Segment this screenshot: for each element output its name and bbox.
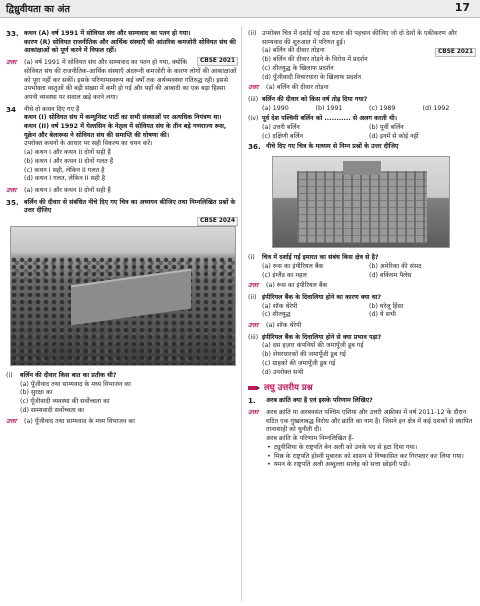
question-text: अरब क्रांति क्या है एवं इसके परिणाम लिखिए? <box>266 397 373 405</box>
question-36 <box>248 143 476 152</box>
question-35-i <box>6 372 238 416</box>
answer-text: (a) बर्लिन की दीवार तोड़ना <box>266 84 329 92</box>
option-d: (d) पूँजीवादी विचारधारा के खिलाफ प्रदर्शन <box>262 73 362 81</box>
answer-33 <box>6 59 238 103</box>
option-a: (a) शॉक थेरेपी <box>262 302 298 310</box>
short-answer-heading <box>248 383 476 393</box>
sub-number: (i) <box>248 254 255 262</box>
sub-question-text: बर्लिन की दीवार किस बात का प्रतीक थी? <box>20 372 117 380</box>
answer-text: (a) शॉक थेरेपी <box>266 322 302 330</box>
options-grid <box>262 124 476 141</box>
answer-label: उत्तर <box>248 282 259 290</box>
answer-35-i <box>6 418 238 427</box>
option-c: (c) इंग्लैंड का महल <box>262 271 307 279</box>
answer-label: उत्तर <box>248 408 259 416</box>
question-35-ii <box>248 30 476 82</box>
page-header <box>0 0 480 18</box>
sub-number: (iii) <box>248 95 259 103</box>
sub-number: (ii) <box>248 293 257 301</box>
question-intro: नीचे दो कथन दिए गए हैं <box>24 105 80 113</box>
option-c: (c) दक्षिणी बर्लिन <box>262 132 304 140</box>
question-text: बर्लिन की दीवार से संबंधित नीचे दिए गए चित्र का अध्ययन कीजिए तथा निम्नलिखित प्रश्नों के उत्तर दीजिए <box>24 198 236 215</box>
imperial-bank-photo <box>272 156 450 248</box>
answer-text: (a) रूस का इंपीरियल बैंक <box>266 282 328 290</box>
option-c: (c) 1989 <box>369 104 396 112</box>
option-a: (a) रूस का इंपीरियल बैंक <box>262 262 324 270</box>
option-a: (a) उत्तरी बर्लिन <box>262 124 300 132</box>
option-b: (b) शेयरधारकों की जमापूँजी डूब गई <box>262 351 346 359</box>
statement-1: कथन (I) सोवियत संघ में कम्युनिस्ट पार्टी का सभी संस्थाओं पर अत्यधिक नियंत्रण था। <box>24 114 222 122</box>
reason-text: कारण (R) सोवियत राजनीतिक और आर्थिक संस्थाएँ की आंतरिक कमजोरी सोवियत संघ की आकांक्षाओं को पूर्ण करने में विफल रहीं। <box>24 38 236 55</box>
statement-2: कथन (II) वर्ष 1992 में येल्तसिन के नेतृत्व में सोवियत संघ के तीन बड़े गणराज्य रूस, यूक्रेन और बेलारूस ने सोवियत संघ की समाप्ति की घोषणा की। <box>24 123 227 139</box>
option-a: (a) पूँजीवाद तथा साम्यवाद के मध्य विभाजन का <box>20 380 131 388</box>
question-34 <box>6 106 238 184</box>
assertion-text: कथन (A) वर्ष 1991 में सोवियत संघ और साम्यवाद का पतन हो गया। <box>24 30 191 37</box>
short-question-1 <box>248 397 476 406</box>
question-36-iii <box>248 334 476 378</box>
sub-number: (iii) <box>248 333 259 341</box>
option-b: (b) बर्लिन की दीवार तोड़ने के विरोध में प्रदर्शन <box>262 56 368 64</box>
answer-text: (a) वर्ष 1991 में सोवियत संघ और साम्यवाद का पतन हो गया, क्योंकि सोवियत संघ की राजनीतिक-आर्थिक संस्थाएँ अंदरूनी कमजोरी के कारण लोगों की आकांक्षाओं को पूरा नहीं कर सकीं। इसके परिणामस्वरूप कई वर्षों तक अर्थव्यवस्था गतिरुद्ध रही। इससे उपभोक्ता वस्तुओं की बड़ी संख्या में कमी हो गई और यहाँ की आबादी का एक बड़ा हिस्सा अपनी व्यवस्था पर सवाल खड़े करने लगा। <box>24 59 237 101</box>
answer-36-ii <box>248 322 476 331</box>
option-d: (d) कथन I गलत, लेकिन II सही है <box>24 175 106 183</box>
results-intro: अरब क्रांति के परिणाम निम्नलिखित हैं- <box>266 435 354 443</box>
page-number: 17 <box>454 1 470 14</box>
option-c: (c) पूँजीवादी व्यवस्था की सर्वोच्चता का <box>20 398 110 406</box>
berlin-wall-photo <box>10 226 236 366</box>
question-text: नीचे दिए गए चित्र के माध्यम से निम्न प्रश्नों के उत्तर दीजिए <box>266 143 399 151</box>
sub-question-text: उपरोक्त चित्र में दर्शाई गई उस घटना की पहचान कीजिए जो दो देशों के एकीकरण और साम्यवाद की शुरुआत में परिणत हुई। <box>262 30 457 46</box>
cbse-badge: CBSE 2024 <box>197 217 238 226</box>
cbse-badge: CBSE 2021 <box>435 48 476 57</box>
option-d: (d) उपरोक्त सभी <box>262 368 304 376</box>
sub-question-text: इंपीरियल बैंक के दिवालिया होने का कारण क्या था? <box>262 293 382 301</box>
question-number: 34 <box>6 104 17 114</box>
answer-label: उत्तर <box>248 84 259 92</box>
result-bullet: • यमन के राष्ट्रपति अली अब्दुल्ला सालेह को सत्ता छोड़नी पड़ी। <box>266 461 476 470</box>
question-number: 33. <box>6 29 19 38</box>
question-prompt: उपरोक्त कथनों के आधार पर सही विकल्प का चयन करें। <box>24 140 153 148</box>
option-a: (a) 1990 <box>262 104 289 112</box>
answer-label: उत्तर <box>6 59 17 67</box>
answer-text: (a) पूँजीवाद तथा साम्यवाद के मध्य विभाजन का <box>24 417 135 425</box>
answer-label: उत्तर <box>6 417 17 425</box>
option-d: (d) बकिंघम पैलेस <box>369 271 412 279</box>
options-grid <box>262 303 476 320</box>
options-grid <box>262 263 476 280</box>
option-b: (b) सुरक्षा का <box>20 389 53 397</box>
option-a: (a) कथन I और कथन II दोनों सही हैं <box>24 149 111 157</box>
question-35-iv <box>248 115 476 141</box>
result-bullet: • मिस्र के राष्ट्रपति होस्नी मुबारक को शासन से निष्कासित कर गिरफ्तार कर लिया गया। <box>266 453 476 462</box>
option-d: (d) इनमें से कोई नहीं <box>369 132 419 140</box>
options-row <box>262 105 476 114</box>
cbse-badge: CBSE 2021 <box>197 57 238 66</box>
pencil-icon <box>248 383 260 393</box>
question-35 <box>6 197 238 225</box>
sub-question-text: पूर्व देश पश्चिमी बर्लिन को ........... से अलग करती थी। <box>262 115 398 123</box>
sub-number: (ii) <box>248 30 257 37</box>
right-column <box>248 30 476 473</box>
option-a: (a) दस हज़ार कंपनियों की जमापूँजी डूब गई <box>262 342 364 350</box>
question-number: 36. <box>248 142 261 152</box>
option-b: (b) 1991 <box>315 104 343 112</box>
sub-question-text: बर्लिन की दीवार को किस वर्ष तोड़ दिया गया? <box>262 95 368 103</box>
option-a: (a) बर्लिन की दीवार तोड़ना <box>262 47 325 55</box>
sub-question-text: इंपीरियल बैंक के दिवालिया होने से क्या प्रभाव पड़ा? <box>262 333 382 341</box>
sub-question-text: चित्र में दर्शाई गई इमारत का संबंध किस क्षेत्र से है? <box>262 254 379 262</box>
result-bullet: • ट्यूनीशिया के राष्ट्रपति बेन अली को उनके पद से हटा दिया गया। <box>266 444 476 453</box>
option-c: (c) शीतयुद्ध <box>262 311 291 319</box>
option-c: (c) कथन I सही, लेकिन II गलत है <box>24 166 105 174</box>
question-35-iii <box>248 96 476 113</box>
option-b: (b) अमेरिका की संसद <box>369 262 422 270</box>
left-column <box>6 30 238 429</box>
answer-text: (a) कथन I और कथन II दोनों सही हैं <box>24 186 111 194</box>
option-b: (b) पूर्वी बर्लिन <box>369 124 404 132</box>
question-36-i <box>248 254 476 280</box>
option-d: (d) ये सभी <box>369 311 396 319</box>
column-divider <box>241 26 242 601</box>
option-d: (d) साम्यवादी सर्वोच्चता का <box>20 406 85 414</box>
sub-number: (iv) <box>248 115 259 123</box>
answer-36-i <box>248 282 476 291</box>
building-tower <box>343 161 381 175</box>
answer-35-ii <box>248 84 476 93</box>
short-answer-1 <box>248 409 476 470</box>
building-shape <box>297 171 427 243</box>
option-b: (b) कथन I और कथन II दोनों गलत हैं <box>24 157 114 165</box>
sub-number: (i) <box>6 372 13 380</box>
section-title: लघु उत्तरीय प्रश्न <box>264 382 313 393</box>
option-c: (c) ग्राहकों की जमापूँजी डूब गई <box>262 359 336 367</box>
answer-34 <box>6 187 238 196</box>
option-d: (d) 1992 <box>422 104 450 112</box>
answer-label: उत्तर <box>6 186 17 194</box>
option-b: (b) घरेलू हिंसा <box>369 302 404 310</box>
question-number: 35. <box>6 197 19 207</box>
question-36-ii <box>248 294 476 320</box>
question-number: 1. <box>248 396 256 406</box>
chapter-title: द्विध्रुवीयता का अंत <box>6 4 70 15</box>
option-c: (c) शीतयुद्ध के खिलाफ प्रदर्शन <box>262 64 334 72</box>
answer-text: अरब क्रांति या अरबवसंत पश्चिम एशिया और उत्तरी अफ्रीका में वर्ष 2011-12 के दौरान घटित एक गुंखलाबद्ध विरोध और क्रांति का नाम है। जिसने इन क्षेत्र में कई दशकों से स्थापित तानाशाही को चुनौती दी। <box>266 408 473 434</box>
answer-label: उत्तर <box>248 322 259 330</box>
